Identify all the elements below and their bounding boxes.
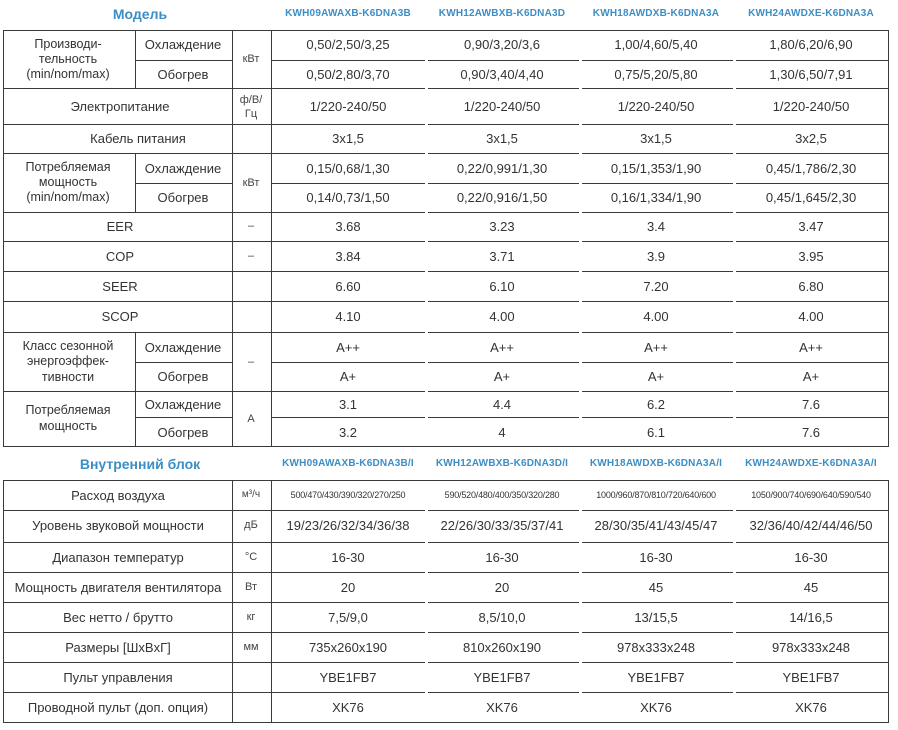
cell-value: 3.95 bbox=[798, 249, 824, 264]
table-left-border bbox=[3, 480, 4, 723]
row-divider bbox=[135, 183, 232, 184]
cell-value: 22/26/30/33/35/37/41 bbox=[440, 518, 564, 533]
cell-value: 7.6 bbox=[801, 425, 821, 440]
row-label-indoor: Расход воздуха bbox=[71, 488, 165, 503]
sublabel-cooling: Охлаждение bbox=[144, 37, 222, 52]
cell-value: A+ bbox=[339, 369, 357, 384]
cell-value: 0,45/1,645/2,30 bbox=[765, 190, 857, 205]
row-label-seer: SEER bbox=[102, 279, 138, 294]
cell-value: 0,90/3,40/4,40 bbox=[460, 67, 544, 82]
row-divider bbox=[3, 301, 888, 302]
cell-value: 3x1,5 bbox=[332, 131, 364, 146]
sublabel-cooling: Охлаждение bbox=[144, 340, 222, 355]
cell-value: 32/36/40/42/44/46/50 bbox=[749, 518, 873, 533]
cell-value: 1,00/4,60/5,40 bbox=[614, 37, 698, 52]
cell-value: 1/220-240/50 bbox=[617, 99, 695, 114]
cell-value: A++ bbox=[799, 340, 823, 355]
unit-label: Гц bbox=[244, 108, 258, 120]
cell-value: 590/520/480/400/350/320/280 bbox=[444, 490, 560, 500]
row-divider bbox=[135, 60, 232, 61]
cell-value: 4 bbox=[498, 425, 506, 440]
row-label-capacity: тельность bbox=[38, 52, 98, 66]
cell-value: 1,80/6,20/6,90 bbox=[769, 37, 853, 52]
cell-value: 28/30/35/41/43/45/47 bbox=[594, 518, 718, 533]
cell-value: 0,75/5,20/5,80 bbox=[614, 67, 698, 82]
cell-value: 0,22/0,916/1,50 bbox=[456, 190, 548, 205]
model-header: KWH09AWAXB-K6DNA3B/I bbox=[282, 458, 414, 469]
cell-value: 8,5/10,0 bbox=[478, 610, 526, 625]
row-divider bbox=[135, 362, 232, 363]
cell-value: 0,22/0,991/1,30 bbox=[456, 161, 548, 176]
cell-value: 16-30 bbox=[485, 550, 519, 565]
row-label-power-cable: Кабель питания bbox=[90, 131, 186, 146]
row-label-capacity: (min/nom/max) bbox=[26, 67, 110, 81]
cell-value: 45 bbox=[648, 580, 664, 595]
cell-value: 3x1,5 bbox=[486, 131, 518, 146]
cell-value: 978x333x248 bbox=[771, 640, 851, 655]
cell-value: 810x260x190 bbox=[462, 640, 542, 655]
cell-value: 500/470/430/390/320/270/250 bbox=[290, 490, 406, 500]
cell-value: 1000/960/870/810/720/640/600 bbox=[596, 490, 716, 500]
cell-value: 0,15/1,353/1,90 bbox=[610, 161, 702, 176]
unit-label: кВт bbox=[242, 53, 260, 65]
table-right-border bbox=[888, 480, 889, 723]
row-divider bbox=[3, 542, 888, 543]
cell-value: 6.1 bbox=[646, 425, 666, 440]
cell-value: 1/220-240/50 bbox=[463, 99, 541, 114]
cell-value: 16-30 bbox=[794, 550, 828, 565]
row-label-eer: EER bbox=[106, 219, 134, 234]
table-bottom-border bbox=[3, 446, 888, 447]
row-label-indoor: Размеры [ШxВxГ] bbox=[65, 640, 171, 655]
cell-value: A++ bbox=[644, 340, 668, 355]
row-label-scop: SCOP bbox=[101, 309, 139, 324]
row-divider bbox=[3, 241, 888, 242]
unit-label: кг bbox=[246, 611, 256, 623]
cell-value: 4.10 bbox=[335, 309, 361, 324]
cell-value: 0,16/1,334/1,90 bbox=[610, 190, 702, 205]
column-divider bbox=[271, 480, 272, 722]
row-label-capacity: Производи- bbox=[34, 37, 102, 51]
sublabel-cooling: Охлаждение bbox=[144, 397, 222, 412]
cell-value: 0,14/0,73/1,50 bbox=[306, 190, 390, 205]
row-label-indoor: Вес нетто / брутто bbox=[63, 610, 173, 625]
cell-value: 1050/900/740/690/640/590/540 bbox=[751, 490, 871, 500]
row-label-indoor: Мощность двигателя вентилятора bbox=[14, 580, 222, 595]
cell-value: 1/220-240/50 bbox=[772, 99, 850, 114]
row-label-power-supply: Электропитание bbox=[70, 99, 170, 114]
cell-value: 3.47 bbox=[798, 219, 824, 234]
row-divider bbox=[3, 632, 888, 633]
cell-value: YBE1FB7 bbox=[782, 670, 840, 685]
cell-value: 3.2 bbox=[338, 425, 358, 440]
table-right-border bbox=[888, 30, 889, 447]
row-divider bbox=[3, 692, 888, 693]
unit-label: – bbox=[247, 356, 255, 368]
column-gap bbox=[425, 31, 428, 446]
cell-value: 4.00 bbox=[798, 309, 824, 324]
cell-value: 45 bbox=[803, 580, 819, 595]
cell-value: 0,50/2,80/3,70 bbox=[306, 67, 390, 82]
row-label-cop: COP bbox=[105, 249, 135, 264]
cell-value: XK76 bbox=[640, 700, 672, 715]
cell-value: 4.00 bbox=[489, 309, 515, 324]
row-label-consumption: мощность bbox=[38, 175, 98, 189]
cell-value: 3.71 bbox=[489, 249, 515, 264]
column-gap bbox=[733, 481, 736, 722]
cell-value: 4.00 bbox=[643, 309, 669, 324]
cell-value: 13/15,5 bbox=[634, 610, 678, 625]
cell-value: YBE1FB7 bbox=[473, 670, 531, 685]
cell-value: 978x333x248 bbox=[616, 640, 696, 655]
cell-value: 3.68 bbox=[335, 219, 361, 234]
cell-value: 1,30/6,50/7,91 bbox=[769, 67, 853, 82]
cell-value: 3x2,5 bbox=[795, 131, 827, 146]
cell-value: YBE1FB7 bbox=[627, 670, 685, 685]
column-gap bbox=[579, 481, 582, 722]
table-top-border bbox=[3, 480, 888, 481]
cell-value: A++ bbox=[336, 340, 360, 355]
section-title-indoor: Внутренний блок bbox=[79, 456, 201, 472]
cell-value: 3.84 bbox=[335, 249, 361, 264]
row-divider bbox=[135, 417, 232, 418]
row-divider bbox=[3, 510, 888, 511]
row-label-current: мощность bbox=[38, 419, 98, 433]
column-divider bbox=[232, 30, 233, 446]
cell-value: YBE1FB7 bbox=[319, 670, 377, 685]
row-label-indoor: Проводной пульт (доп. опция) bbox=[27, 700, 209, 715]
unit-label: – bbox=[247, 250, 255, 262]
cell-value: 1/220-240/50 bbox=[309, 99, 387, 114]
cell-value: 735x260x190 bbox=[308, 640, 388, 655]
cell-value: 7,5/9,0 bbox=[328, 610, 368, 625]
row-divider bbox=[3, 212, 888, 213]
unit-label: А bbox=[247, 413, 255, 425]
unit-label: м³/ч bbox=[241, 489, 261, 500]
cell-value: 19/23/26/32/34/36/38 bbox=[286, 518, 410, 533]
cell-value: XK76 bbox=[486, 700, 518, 715]
cell-value: A+ bbox=[493, 369, 511, 384]
model-header: KWH12AWBXB-K6DNA3D/I bbox=[435, 458, 569, 469]
cell-value: 14/16,5 bbox=[789, 610, 833, 625]
table-bottom-border bbox=[3, 722, 888, 723]
model-header: KWH09AWAXB-K6DNA3B bbox=[285, 8, 411, 19]
section-title-model: Модель bbox=[112, 6, 168, 22]
cell-value: 0,90/3,20/3,6 bbox=[464, 37, 540, 52]
column-divider bbox=[271, 30, 272, 446]
unit-label: мм bbox=[243, 641, 259, 653]
model-header: KWH12AWBXB-K6DNA3D bbox=[438, 8, 566, 19]
row-label-energy-class: Класс сезонной bbox=[22, 339, 114, 353]
row-label-energy-class: энергоэффек- bbox=[27, 354, 109, 368]
row-label-consumption: Потребляемая bbox=[25, 160, 111, 174]
unit-label: кВт bbox=[242, 177, 260, 189]
cell-value: 3x1,5 bbox=[640, 131, 672, 146]
model-header: KWH24AWDXE-K6DNA3A bbox=[748, 8, 874, 19]
cell-value: 4.4 bbox=[492, 397, 512, 412]
cell-value: 16-30 bbox=[331, 550, 365, 565]
cell-value: 20 bbox=[340, 580, 356, 595]
cell-value: 0,15/0,68/1,30 bbox=[306, 161, 390, 176]
cell-value: 6.10 bbox=[489, 279, 515, 294]
sublabel-heating: Обогрев bbox=[157, 190, 209, 205]
row-label-energy-class: тивности bbox=[41, 370, 95, 384]
column-gap bbox=[425, 481, 428, 722]
cell-value: 20 bbox=[494, 580, 510, 595]
column-gap bbox=[579, 31, 582, 446]
row-divider bbox=[3, 88, 888, 89]
row-divider bbox=[3, 271, 888, 272]
row-divider bbox=[3, 602, 888, 603]
cell-value: 6.60 bbox=[335, 279, 361, 294]
row-label-indoor: Уровень звуковой мощности bbox=[32, 518, 204, 533]
unit-label: °С bbox=[244, 551, 258, 563]
cell-value: 3.4 bbox=[646, 219, 666, 234]
row-label-current: Потребляемая bbox=[25, 403, 111, 417]
model-header: KWH18AWDXB-K6DNA3A bbox=[592, 8, 720, 19]
unit-label: Вт bbox=[244, 581, 257, 593]
row-divider bbox=[3, 662, 888, 663]
cell-value: XK76 bbox=[332, 700, 364, 715]
cell-value: A++ bbox=[490, 340, 514, 355]
column-divider bbox=[232, 480, 233, 722]
column-gap bbox=[733, 31, 736, 446]
cell-value: 6.80 bbox=[798, 279, 824, 294]
cell-value: 7.20 bbox=[643, 279, 669, 294]
cell-value: 3.23 bbox=[489, 219, 515, 234]
unit-label: ф/В/ bbox=[239, 94, 263, 106]
sublabel-heating: Обогрев bbox=[157, 425, 209, 440]
row-divider bbox=[3, 124, 888, 125]
row-divider bbox=[3, 572, 888, 573]
model-header: KWH24AWDXE-K6DNA3A/I bbox=[745, 458, 877, 469]
cell-value: A+ bbox=[802, 369, 820, 384]
sublabel-heating: Обогрев bbox=[157, 369, 209, 384]
cell-value: 16-30 bbox=[639, 550, 673, 565]
cell-value: XK76 bbox=[795, 700, 827, 715]
cell-value: 0,50/2,50/3,25 bbox=[306, 37, 390, 52]
cell-value: 6.2 bbox=[646, 397, 666, 412]
cell-value: 3.9 bbox=[646, 249, 666, 264]
row-label-indoor: Пульт управления bbox=[63, 670, 173, 685]
unit-label: – bbox=[247, 220, 255, 232]
cell-value: 3.1 bbox=[338, 397, 358, 412]
row-label-consumption: (min/nom/max) bbox=[26, 190, 110, 204]
cell-value: A+ bbox=[647, 369, 665, 384]
cell-value: 0,45/1,786/2,30 bbox=[765, 161, 857, 176]
sublabel-cooling: Охлаждение bbox=[144, 161, 222, 176]
cell-value: 7.6 bbox=[801, 397, 821, 412]
row-label-indoor: Диапазон температур bbox=[52, 550, 184, 565]
sublabel-heating: Обогрев bbox=[157, 67, 209, 82]
model-header: KWH18AWDXB-K6DNA3A/I bbox=[589, 458, 723, 469]
unit-label: дБ bbox=[244, 519, 258, 531]
